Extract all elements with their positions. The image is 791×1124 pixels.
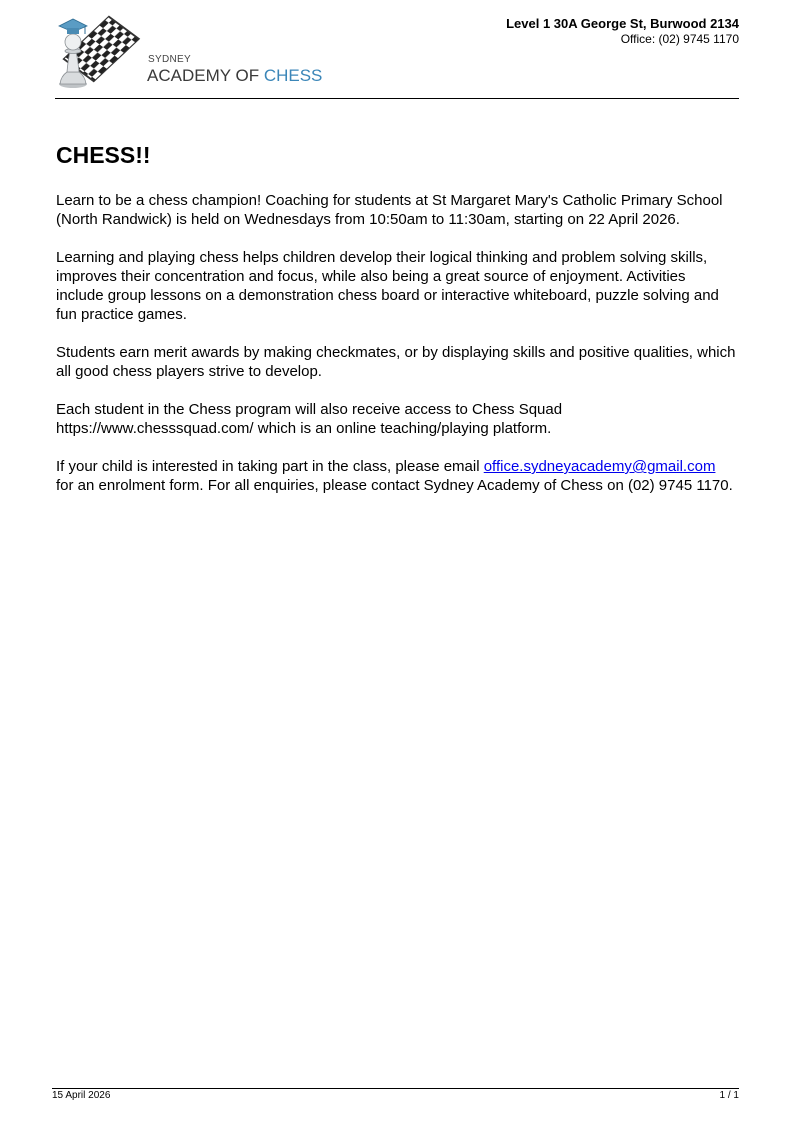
- email-link[interactable]: office.sydneyacademy@gmail.com: [483, 458, 716, 475]
- page-title: CHESS!!: [56, 142, 151, 168]
- document-body: [56, 140, 736, 514]
- logo-text-academy: ACADEMY OF: [147, 66, 260, 85]
- paragraph-benefits: Learning and playing chess helps children develop their logical thinking and problem solving skills, improves their concentration and focus, while also being a great source of enjoyment. Activities include group lessons on a demonstration chess board or interactive whiteboard, puzzle solving and fun practice games.: [56, 249, 719, 323]
- academy-logo: [55, 14, 335, 90]
- office-phone: Office: (02) 9745 1170: [620, 32, 739, 46]
- paragraph-chess-squad: Each student in the Chess program will also receive access to Chess Squad https://www.chesssquad.com/ which is an online teaching/playing platform.: [56, 401, 563, 437]
- paragraph-intro: Learn to be a chess champion! Coaching for students at St Margaret Mary's Catholic Primary School (North Randwick) is held on Wednesdays from 10:50am to 11:30am, starting on 22 April 2026.: [56, 192, 723, 228]
- logo-small-text: SYDNEY: [148, 54, 191, 65]
- address-line: Level 1 30A George St, Burwood 2134: [506, 16, 739, 31]
- chess-board-pawn-logo-icon: [55, 14, 155, 90]
- logo-big-text: [147, 66, 322, 86]
- paragraph-enrolment: [56, 457, 736, 495]
- footer-page-number: 1 / 1: [719, 1090, 739, 1101]
- page-header: [55, 14, 739, 99]
- contact-address: [506, 16, 739, 47]
- paragraph-awards: Students earn merit awards by making checkmates, or by displaying skills and positive qualities, which all good chess players strive to develop.: [56, 344, 736, 380]
- footer-date: 15 April 2026: [52, 1090, 111, 1101]
- page-footer: [52, 1088, 739, 1102]
- logo-text-chess: CHESS: [263, 66, 323, 85]
- enrolment-text-after: for an enrolment form. For all enquiries, please contact Sydney Academy of Chess on (02) 9745 1170.: [56, 477, 733, 494]
- enrolment-text-before: If your child is interested in taking part in the class, please email: [56, 458, 484, 475]
